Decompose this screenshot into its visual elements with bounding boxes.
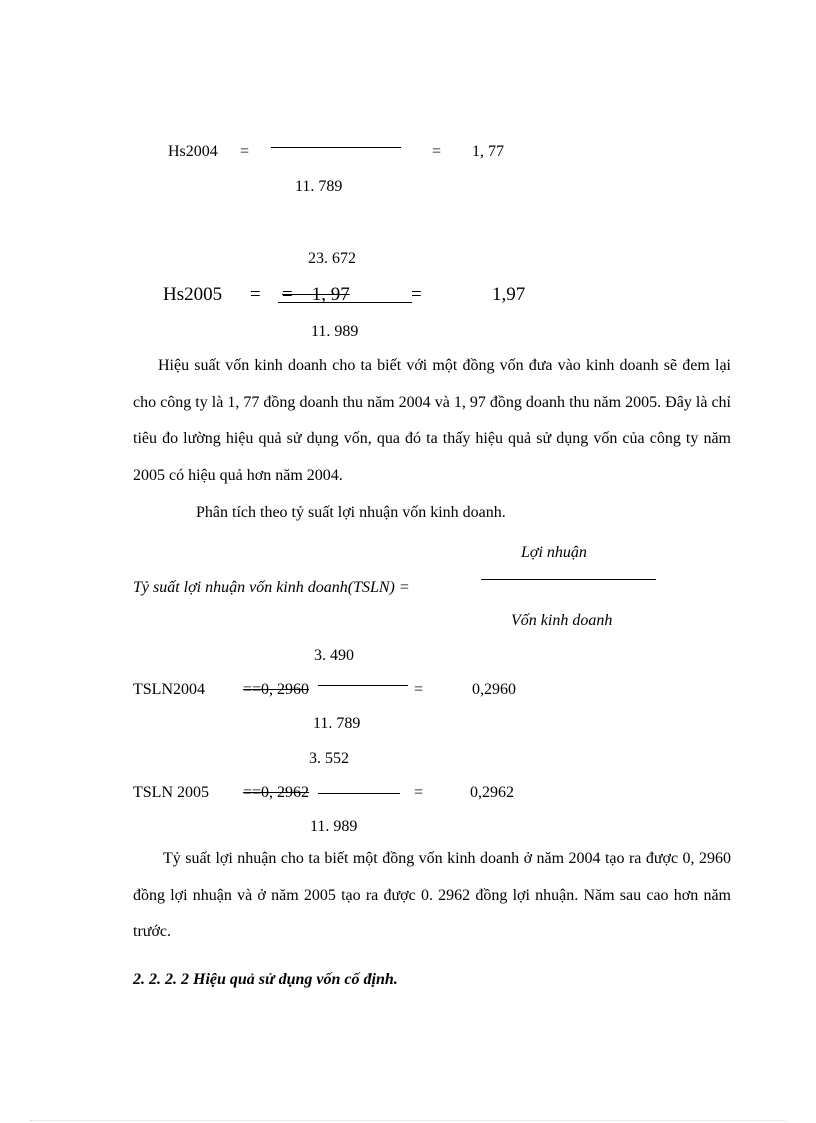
- hs2005-equals-2: =: [411, 284, 422, 305]
- hs2005-equals-1: =: [250, 284, 261, 305]
- paragraph-efficiency: Hiệu suất vốn kinh doanh cho ta biết với một đồng vốn đưa vào kinh doanh sẽ đem lại cho công ty là 1, 77 đồng doanh thu năm 2004 và 1, 97 đồng doanh thu năm 2005. Đây là chỉ tiêu đo lường hiệu quả sử dụng vốn, qua đó ta thấy hiệu quả sử dụng vốn của công ty năm 2005 có hiệu quả hơn năm 2004.: [133, 357, 731, 484]
- tsln2004-label: TSLN2004: [133, 681, 205, 698]
- tsln-formula-label: Tỷ suất lợi nhuận vốn kinh doanh(TSLN) =: [133, 579, 410, 596]
- hs2004-fraction-bar: [271, 147, 401, 148]
- subtitle-tsln-analysis: Phân tích theo tỷ suất lợi nhuận vốn kinh doanh.: [196, 504, 506, 521]
- hs2005-numerator: 23. 672: [308, 250, 356, 267]
- section-heading: 2. 2. 2. 2 Hiệu quả sử dụng vốn cố định.: [133, 971, 398, 988]
- tsln2005-result: 0,2962: [470, 784, 514, 801]
- paragraph-profit-ratio: Tỷ suất lợi nhuận cho ta biết một đồng vốn kinh doanh ở năm 2004 tạo ra được 0, 2960 đồng lợi nhuận và ở năm 2005 tạo ra được 0. 2962 đồng lợi nhuận. Năm sau cao hơn năm trước.: [133, 850, 731, 940]
- hs2005-label: Hs2005: [163, 284, 223, 305]
- hs2004-denominator: 11. 789: [295, 178, 343, 195]
- hs2004-equals-2: =: [432, 143, 442, 160]
- tsln2004-result: 0,2960: [472, 681, 516, 698]
- tsln2005-label: TSLN 2005: [133, 784, 209, 801]
- tsln2005-fraction-bar: [318, 793, 400, 794]
- tsln2004-numerator: 3. 490: [314, 647, 354, 664]
- tsln-formula-numerator: Lợi nhuận: [521, 544, 587, 561]
- hs2005-result: 1,97: [492, 284, 526, 305]
- hs2004-result: 1, 77: [472, 143, 504, 160]
- tsln2004-struck-value: ==0, 2960: [243, 681, 310, 698]
- hs2005-denominator: 11. 989: [311, 323, 359, 340]
- tsln2005-equals: =: [414, 784, 424, 801]
- tsln-formula-fraction-bar: [481, 579, 656, 580]
- tsln2004-fraction-bar: [318, 685, 408, 686]
- tsln2005-struck-value: ==0, 2962: [243, 784, 310, 801]
- tsln2005-denominator: 11. 989: [310, 818, 358, 835]
- tsln2005-numerator: 3. 552: [309, 750, 349, 767]
- hs2004-equals-1: =: [240, 143, 250, 160]
- hs2005-fraction-bar: [278, 302, 412, 303]
- tsln2004-denominator: 11. 789: [313, 715, 361, 732]
- tsln-formula-denominator: Vốn kinh doanh: [511, 612, 613, 629]
- hs2005-struck-value: = 1, 97: [282, 284, 350, 305]
- hs2004-label: Hs2004: [168, 143, 218, 160]
- page-bottom-border: [30, 1120, 786, 1121]
- tsln2004-equals: =: [414, 681, 424, 698]
